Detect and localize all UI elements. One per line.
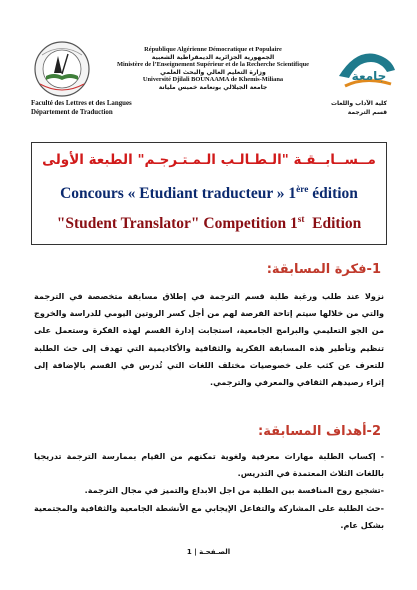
title-english-main: "Student Translator" Competition 1	[56, 215, 298, 232]
faculty-name-ar: كلية الآداب واللغات	[330, 100, 387, 107]
title-english-sup: st	[297, 214, 305, 225]
faculty-block-ar	[331, 100, 387, 118]
section-heading-goals: 2-أهداف المسابقة:	[258, 424, 381, 439]
title-arabic: مــســابــقـة "الـطـالـب الـمـتـرجـم" الطبعة الأولى	[42, 152, 376, 168]
header-line-university: Université Djilali BOUNAAMA de Khemis-Miliana	[142, 76, 284, 84]
header-line-republic-ar: الجمهورية الجزائرية الديمقراطية الشعبية	[151, 53, 275, 61]
idea-text: نزولا عند طلب ورغبة طلبة قسم الترجمة في إطلاق مسابقة متخصصة في الترجمة والتي من خلالها سيتم إتاحة الفرصة لهم من أجل كسر الروتين اليومي للدراسة والخروج من الجو التعليمي والبرامج الجامعية، استجابت إدارة القسم لهذه الفكرة وستعمل على تنظيم وتأطير هذه المسابقة الفكرية والثقافية والأكاديمية التي تهدف إلى حث الطلبة للتعرف عن كثب على خصوصيات مختلف اللغات التي تُدرس في القسم بالإضافة إلى إثراء رصيدهم الثقافي والمعرفي والترجمي.	[34, 291, 384, 388]
goal-item: - إكساب الطلبة مهارات معرفية ولغوية تمكنهم من القيام بممارسة الترجمة تدريجيا باللغات الثلاث المعتمدة في التدريس.	[34, 451, 384, 479]
header-line-republic: République Algérienne Démocratique et Populaire	[144, 46, 282, 53]
header-line-ministry-ar: وزارة التعليم العالي والبحث العلمي	[160, 68, 266, 76]
header-line-ministry: Ministère de l’Enseignement Supérieur et de la Recherche Scientifique	[116, 61, 310, 69]
title-box	[31, 142, 387, 245]
university-logo-text: جامعة	[351, 69, 387, 83]
page-footer: الصـفحـة | 1	[186, 548, 231, 556]
title-french-sup: ère	[296, 184, 309, 195]
title-english	[32, 215, 386, 233]
header-line-university-ar: جامعة الجيلالي بونعامة خميس مليانة	[158, 83, 268, 91]
department-name-ar: قسم الترجمة	[347, 108, 387, 116]
section-heading-idea: 1-فكرة المسابقة:	[266, 262, 381, 277]
university-logo	[335, 46, 399, 92]
faculty-name-fr: Faculté des Lettres et des Langues	[31, 100, 132, 107]
title-french	[32, 185, 386, 203]
goal-item: -حث الطلبة على المشاركة والتفاعل الإيجابي مع الأنشطة الجامعية والثقافية والمجتمعية بشكل عام.	[34, 502, 384, 530]
title-french-tail: édition	[308, 185, 358, 202]
title-english-tail: Edition	[304, 215, 362, 232]
institution-header	[100, 46, 326, 92]
department-name-fr: Département de Traduction	[31, 108, 113, 116]
page-number: 1	[186, 548, 192, 556]
goal-item: -تشجيع روح المنافسة بين الطلبة من اجل الابداع والتميز في مجال الترجمة.	[84, 485, 384, 496]
section-idea-paragraph	[34, 288, 384, 391]
title-french-main: Concours « Etudiant traducteur » 1	[60, 185, 297, 202]
section-goals-list	[34, 448, 384, 534]
page-label: الصـفحـة	[199, 548, 231, 556]
faculty-block-fr	[31, 100, 132, 118]
faculty-of-letters-logo	[32, 40, 92, 98]
